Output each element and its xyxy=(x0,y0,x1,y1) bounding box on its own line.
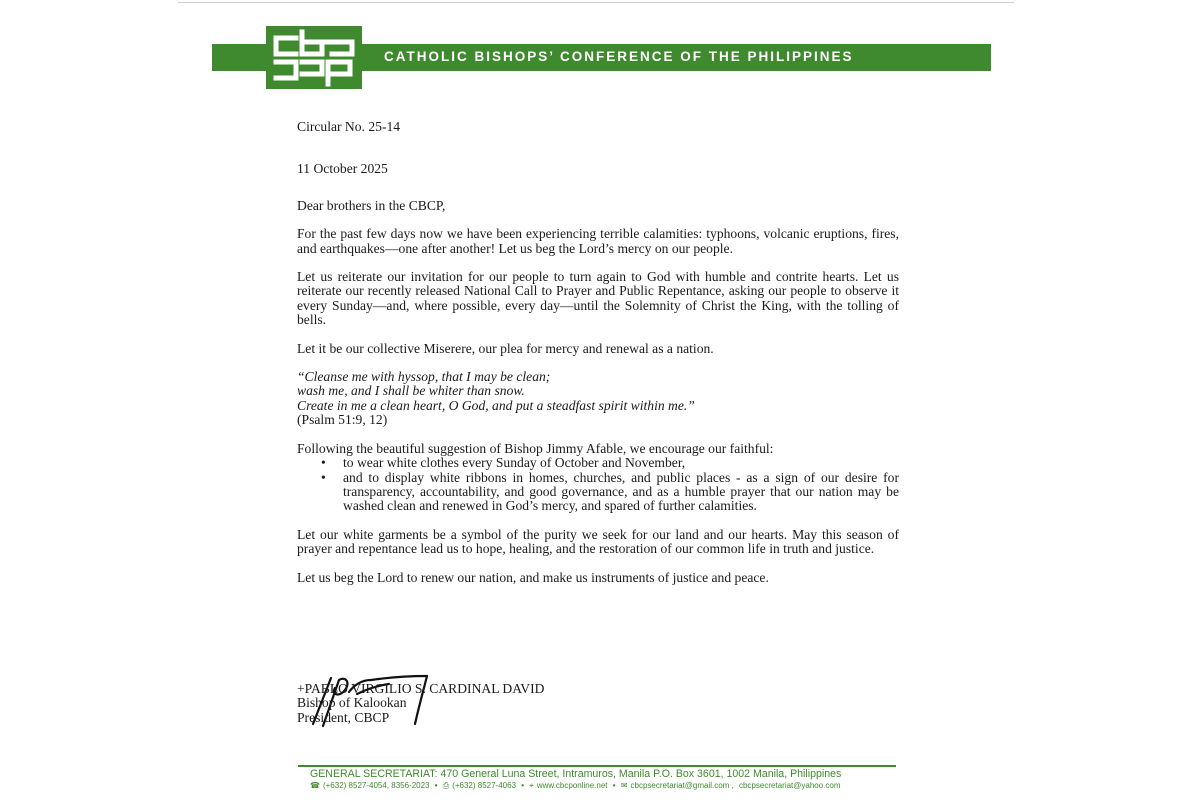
circular-number: Circular No. 25-14 xyxy=(297,119,401,134)
signatory-title-2: President, CBCP xyxy=(297,709,390,725)
footer-email-2[interactable]: cbcpsecretariat@yahoo.com xyxy=(739,781,841,790)
footer-address: GENERAL SECRETARIAT: 470 General Luna Street, Intramuros, Manila P.O. Box 3601, 1002 Manila, Philippines xyxy=(310,768,842,780)
paragraph-6: Let us beg the Lord to renew our nation, and make us instruments of justice and peace. xyxy=(297,569,769,585)
signatory-title-1: Bishop of Kalookan xyxy=(297,695,407,711)
email-icon: ✉ xyxy=(620,781,628,790)
quote-citation: (Psalm 51:9, 12) xyxy=(297,412,388,428)
salutation: Dear brothers in the CBCP, xyxy=(297,197,446,213)
paragraph-5: Let our white garments be a symbol of the purity we seek for our land and our hearts. May this season of prayer and repentance lead us to hope, healing, and the restoration of our common life in truth and justice. xyxy=(297,526,899,557)
footer-email-1[interactable]: cbcpsecretariat@gmail.com , xyxy=(630,781,734,790)
quote-line-2: wash me, and I shall be whiter than snow. xyxy=(297,383,525,399)
signatory-block xyxy=(297,682,697,725)
signatory-name: +PABLO VIRGILIO S. CARDINAL DAVID xyxy=(297,681,545,696)
psalm-quote xyxy=(297,370,899,428)
phone-icon: ☎ xyxy=(310,781,320,790)
fax-icon: ⎙ xyxy=(442,781,450,790)
footer-phone: (+632) 8527-4054, 8356-2023 xyxy=(322,781,430,790)
separator-dot: • xyxy=(612,781,616,790)
organization-name: CATHOLIC BISHOPS’ CONFERENCE OF THE PHILIPPINES xyxy=(384,49,854,64)
separator-dot: • xyxy=(434,781,438,790)
list-item: • to wear white clothes every Sunday of October and November, xyxy=(297,456,899,470)
quote-line-3: Create in me a clean heart, O God, and put a steadfast spirit within me.” xyxy=(297,397,695,413)
footer-website[interactable]: www.cbcponline.net xyxy=(536,781,608,790)
paragraph-2: Let us reiterate our invitation for our people to turn again to God with humble and contrite hearts. Let us reiterate our recently released National Call to Prayer and Public Repentance, asking our people to observe it every Sunday—and, where possible, every day—until the Solemnity of Christ the King, with the tolling of bells. xyxy=(297,269,899,328)
list-item: • and to display white ribbons in homes, churches, and public places - as a sign of our desire for transparency, accountability, and good governance, and as a humble prayer that our nation may be washed clean and renewed in God’s mercy, and spared of further calamities. xyxy=(297,471,899,514)
paragraph-1: For the past few days now we have been experiencing terrible calamities: typhoons, volcanic eruptions, fires, and earthquakes—one after another! Let us beg the Lord’s mercy on our people. xyxy=(297,226,899,256)
paragraph-3: Let it be our collective Miserere, our plea for mercy and renewal as a nation. xyxy=(297,340,714,356)
paragraph-4-intro: Following the beautiful suggestion of Bishop Jimmy Afable, we encourage our faithful: xyxy=(297,440,774,456)
footer-contacts xyxy=(310,781,890,791)
footer-divider xyxy=(298,765,896,767)
letter-date: 11 October 2025 xyxy=(297,161,388,177)
globe-icon: ⌖ xyxy=(529,781,534,790)
footer-fax: (+632) 8527-4063 xyxy=(452,781,517,790)
separator-dot: • xyxy=(521,781,525,790)
cbcp-logo-icon xyxy=(266,26,362,89)
encouragement-list xyxy=(297,456,899,514)
quote-line-1: “Cleanse me with hyssop, that I may be clean; xyxy=(297,369,551,385)
letter-body xyxy=(297,120,899,585)
top-divider xyxy=(178,2,1014,3)
